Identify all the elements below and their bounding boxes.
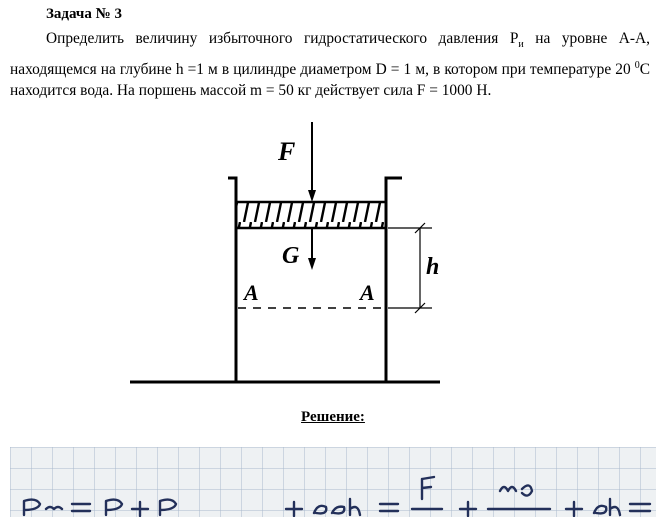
level-label-right: A <box>360 280 375 305</box>
problem-text-part1: Определить величину избыточного гидростатического давления P <box>46 30 519 47</box>
level-label-left: A <box>244 280 259 305</box>
problem-text-superscript: 0 <box>634 60 640 72</box>
problem-text-part2: на уровне А-А, находящемся на глубине h =1 м в цилиндре диаметром D = 1 м, в котором при температуре 20 <box>10 30 650 79</box>
cylinder-diagram <box>120 120 450 390</box>
weight-arrow-head <box>308 258 316 270</box>
piston <box>236 202 386 228</box>
handwritten-solution-photo <box>10 447 656 517</box>
depth-label: h <box>426 254 440 280</box>
problem-text-part3: С находится вода. На поршень массой m = 50 кг действует сила F = 1000 Н. <box>10 61 650 100</box>
problem-text-subscript: и <box>518 39 524 51</box>
problem-title: Задача № 3 <box>46 6 122 22</box>
force-arrow-head <box>308 190 316 202</box>
force-label: F <box>278 137 296 166</box>
weight-label: G <box>282 243 300 269</box>
solution-heading: Решение: <box>301 409 365 425</box>
problem-statement <box>10 28 650 101</box>
cylinder-right-wall <box>386 178 402 382</box>
